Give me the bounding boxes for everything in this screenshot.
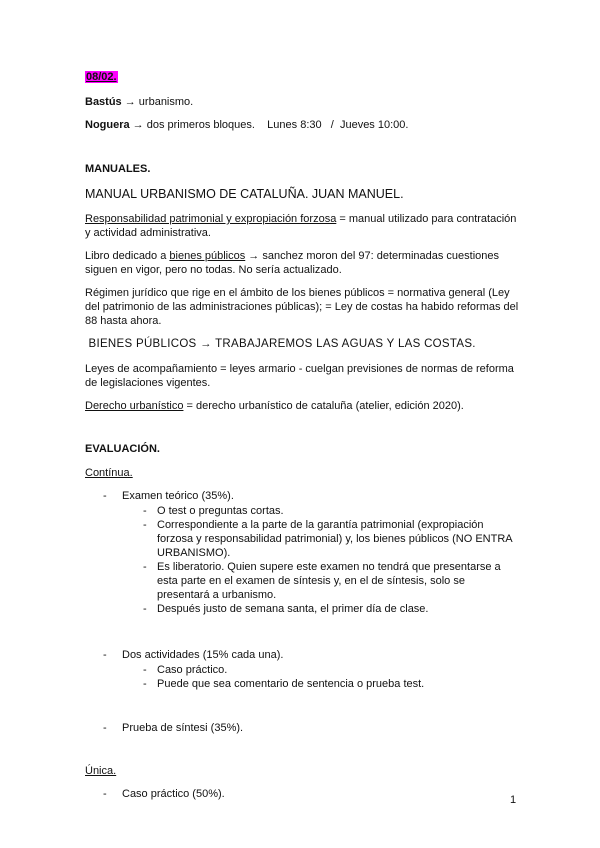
continua-list (85, 489, 520, 735)
leyes-paragraph: Leyes de acompañamiento = leyes armario - cuelgan previsiones de normas de reforma de legislaciones vigentes. (85, 363, 514, 389)
list-item: - Puede que sea comentario de sentencia o prueba test. (143, 678, 425, 690)
derecho-urbanistico-paragraph: Derecho urbanístico = derecho urbanístico de cataluña (atelier, edición 2020). (85, 400, 464, 412)
date-heading: 08/02. (86, 71, 117, 83)
page-number: 1 (510, 794, 517, 806)
list-item: - Examen teórico (35%). (103, 490, 234, 502)
manuales-heading: MANUALES. (85, 163, 151, 175)
list-item: - Dos actividades (15% cada una). (103, 649, 284, 661)
teacher-bastus: Bastús → urbanismo. (85, 96, 194, 108)
evaluacion-heading: EVALUACIÓN. (85, 443, 160, 455)
manual-urbanismo-line: MANUAL URBANISMO DE CATALUÑA. JUAN MANUEL. (85, 187, 404, 201)
bienes-publicos-line: BIENES PÚBLICOS → TRABAJAREMOS LAS AGUAS Y LAS COSTAS. (85, 338, 476, 350)
list-item: - Prueba de síntesi (35%). (103, 722, 244, 734)
libro-paragraph: Libro dedicado a bienes públicos → sanchez moron del 97: determinadas cuestiones siguen en vigor, pero no todas. No sería actualizado. (85, 250, 500, 276)
continua-title: Contínua. (85, 467, 133, 479)
unica-list (85, 787, 520, 801)
regimen-paragraph: Régimen jurídico que rige en el ámbito de los bienes públicos = normativa general (Ley del patrimonio de las administraciones públicas); = Ley de costas ha habido reformas del 88 hasta ahora. (85, 287, 519, 327)
teacher-noguera: Noguera → dos primeros bloques. Lunes 8:30 / Jueves 10:00. (85, 119, 409, 131)
list-item: - O test o preguntas cortas. (143, 505, 284, 517)
unica-title: Única. (85, 765, 117, 777)
list-item: - Correspondiente a la parte de la garantía patrimonial (expropiación forzosa y responsabilidad patrimonial) y, los bienes públicos (NO ENTRA URBANISMO). (143, 519, 513, 559)
list-item: - Caso práctico. (143, 664, 228, 676)
responsabilidad-paragraph: Responsabilidad patrimonial y expropiación forzosa = manual utilizado para contratación y actividad administrativa. (85, 213, 517, 239)
list-item: - Caso práctico (50%). (103, 788, 225, 800)
list-item: - Después justo de semana santa, el primer día de clase. (143, 603, 429, 615)
list-item: - Es liberatorio. Quien supere este examen no tendrá que presentarse a esta parte en el examen de síntesis y, en el de síntesis, solo se presentará a urbanismo. (143, 561, 501, 601)
